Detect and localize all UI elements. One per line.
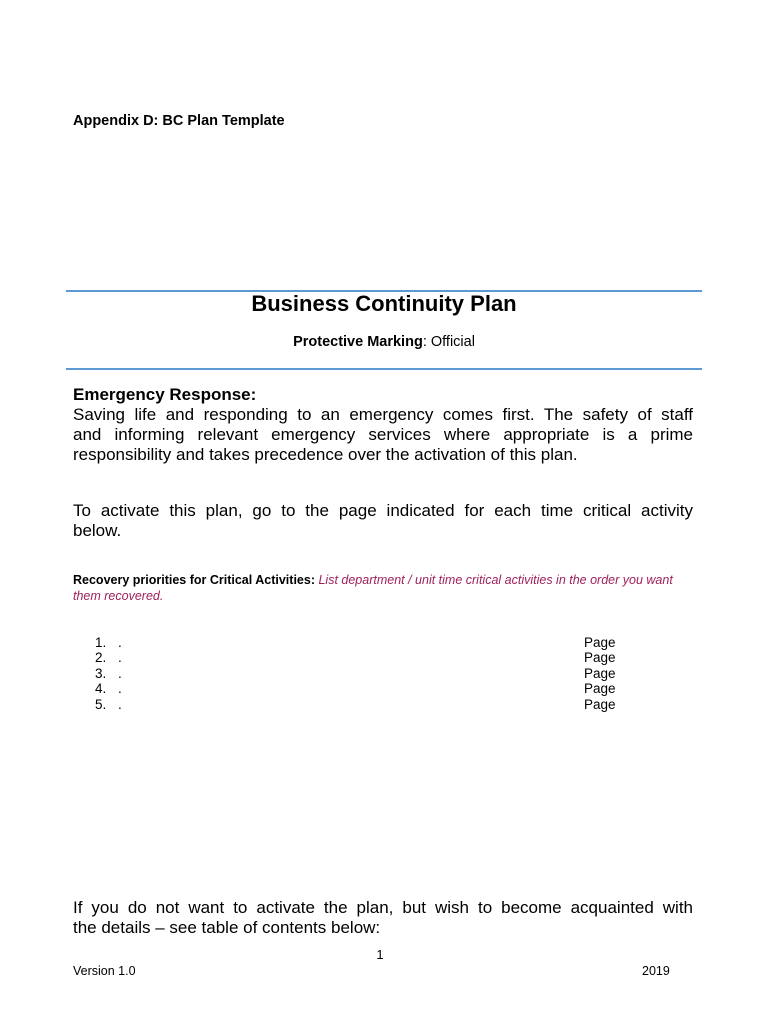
activity-item: [95, 650, 635, 665]
activity-page-ref: Page: [584, 665, 616, 681]
emergency-response-heading: Emergency Response:: [73, 385, 257, 404]
emergency-line: Saving life and responding to an emergency comes first. The safety of staff: [73, 405, 693, 424]
appendix-heading: Appendix D: BC Plan Template: [73, 113, 285, 129]
bottom-title-rule: [66, 368, 702, 370]
activity-number: 3.: [95, 665, 107, 681]
critical-activities-list: [95, 635, 635, 712]
acquaint-line: the details – see table of contents below:: [73, 918, 381, 937]
activity-number: 2.: [95, 650, 107, 666]
page-number: 1: [376, 947, 384, 962]
activity-number: 5.: [95, 696, 107, 712]
activity-text: .: [118, 650, 122, 666]
activity-page-ref: Page: [584, 635, 616, 650]
acquaint-paragraph: [73, 898, 693, 938]
activity-item: [95, 635, 635, 650]
recovery-priorities: [73, 572, 693, 604]
activation-line: To activate this plan, go to the page indicated for each time critical activity: [73, 501, 693, 520]
activity-page-ref: Page: [584, 650, 616, 666]
activity-item: [95, 681, 635, 696]
activity-text: .: [118, 635, 122, 650]
recovery-priorities-label: Recovery priorities for Critical Activities:: [73, 573, 315, 587]
protective-marking-value: : Official: [422, 334, 475, 350]
activity-page-ref: Page: [584, 681, 616, 697]
footer-version: Version 1.0: [73, 964, 136, 978]
acquaint-line: If you do not want to activate the plan, but wish to become acquainted with: [73, 898, 693, 917]
activity-item: [95, 666, 635, 681]
activity-text: .: [118, 665, 122, 681]
activity-page-ref: Page: [584, 696, 616, 712]
activity-item: [95, 697, 635, 712]
activation-line: below.: [73, 521, 122, 540]
activity-text: .: [118, 696, 122, 712]
protective-marking-label: Protective Marking: [293, 334, 423, 350]
activation-paragraph: [73, 501, 693, 541]
recovery-priorities-hint: List department / unit time critical activities in the order you want them recovered.: [73, 573, 673, 603]
document-title: Business Continuity Plan: [251, 291, 517, 316]
activity-text: .: [118, 681, 122, 697]
emergency-response-paragraph: [73, 405, 693, 465]
activity-number: 4.: [95, 681, 107, 697]
emergency-line: and informing relevant emergency services where appropriate is a prime: [73, 425, 693, 444]
emergency-line: responsibility and takes precedence over the activation of this plan.: [73, 445, 578, 464]
protective-marking: [66, 334, 702, 350]
footer-year: 2019: [642, 964, 670, 978]
activity-number: 1.: [95, 635, 107, 650]
